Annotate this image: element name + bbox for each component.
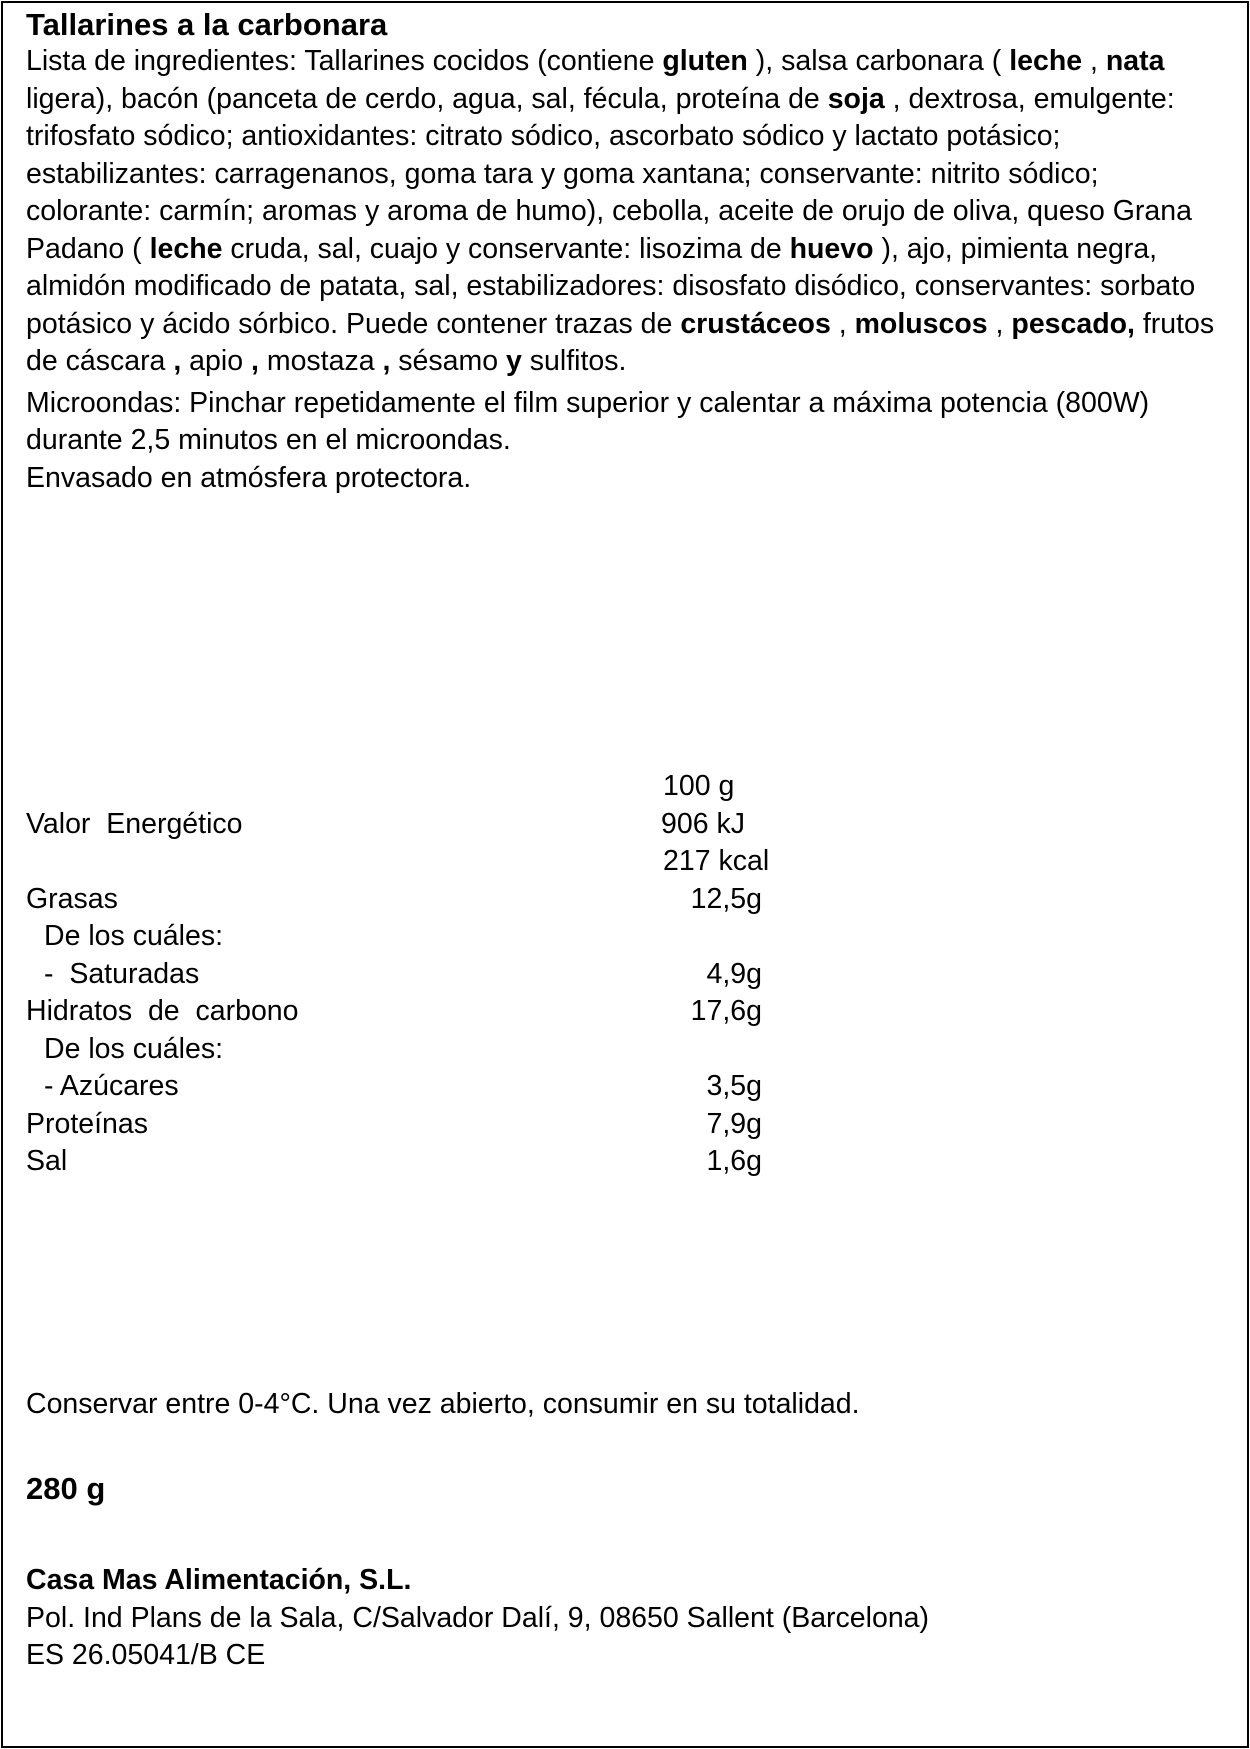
storage-instructions: Conservar entre 0-4°C. Una vez abierto, consumir en su totalidad. [26, 1388, 860, 1420]
fat-of-which-label: De los cuáles: [44, 920, 224, 952]
allergen-highlight: , [173, 345, 182, 377]
allergen-highlight: leche [1009, 45, 1083, 77]
allergen-highlight: leche [149, 232, 223, 265]
energy-kj-value: 906 kJ [661, 807, 745, 840]
allergen-highlight: moluscos [854, 307, 988, 340]
company-address: Pol. Ind Plans de la Sala, C/Salvador Dalí, 9, 08650 Sallent (Barcelona) [26, 1601, 930, 1634]
saturated-value: 4,9g [706, 957, 762, 990]
allergen-highlight: gluten [662, 45, 748, 77]
company-name: Casa Mas Alimentación, S.L. [26, 1564, 412, 1596]
allergen-highlight: huevo [789, 232, 874, 265]
ingredients-text-segment: ), ajo, pimienta negra, almidón modificado de patata, sal, estabilizadores: disosfato disódico, conservantes: sorbato potásico y ácido sórbico. Puede contener trazas de [26, 232, 1196, 340]
packaging-note: Envasado en atmósfera protectora. [26, 461, 472, 494]
ingredients-text-segment: cruda, sal, cuajo y conservante: lisozima de [222, 232, 790, 265]
ingredients-text-segment: sulfitos. [521, 345, 627, 377]
ingredients-text-segment: frutos de cáscara [26, 307, 1215, 377]
salt-value: 1,6g [706, 1145, 762, 1177]
energy-kcal-value: 217 kcal [663, 845, 770, 877]
sugars-value: 3,5g [706, 1070, 762, 1102]
protein-label: Proteínas [26, 1107, 148, 1140]
carbs-of-which-label: De los cuáles: [44, 1032, 224, 1065]
nutrition-row-carbs-of-which [26, 1031, 786, 1069]
fat-value: 12,5g [690, 882, 762, 915]
allergen-highlight: , [251, 345, 259, 377]
nutrition-row-carbs [26, 993, 786, 1031]
sugars-label: - Azúcares [44, 1070, 179, 1102]
nutrition-row-fat [26, 881, 786, 919]
energy-label: Valor Energético [26, 807, 243, 840]
company-block [26, 1562, 929, 1675]
net-weight: 280 g [26, 1471, 106, 1506]
nutrition-row-protein [26, 1106, 786, 1144]
ingredients-text-segment: , [830, 307, 855, 340]
ingredients-list [26, 43, 1226, 381]
salt-label: Sal [26, 1145, 68, 1177]
allergen-highlight: crustáceos [680, 307, 831, 340]
ingredients-text-segment: , dextrosa, emulgente: trifosfato sódico; antioxidantes: citrato sódico, ascorbato sódico y lactato potásico; estabilizantes: carragenanos, goma tara y goma xantana; conservante: nitrito sódico; colorante: carmín; aromas y aroma de humo), cebolla, aceite de orujo de oliva, queso Grana Padano ( [26, 82, 1192, 265]
nutrition-row-fat-of-which [26, 918, 786, 956]
nutrition-row-energy-kcal [26, 843, 786, 881]
ingredients-text-segment: sésamo [390, 345, 507, 377]
carbs-value: 17,6g [690, 995, 762, 1027]
product-title: Tallarines a la carbonara [26, 7, 388, 42]
ingredients-text-segment: ), salsa carbonara ( [747, 45, 1010, 77]
nutrition-row-saturated [26, 956, 786, 994]
ingredients-text-segment: , [1082, 45, 1106, 77]
fat-label: Grasas [26, 882, 118, 915]
ingredients-text-segment: , [987, 307, 1012, 340]
allergen-highlight: y [506, 345, 522, 377]
allergen-highlight: pescado, [1011, 307, 1135, 340]
nutrition-row-salt [26, 1143, 786, 1181]
saturated-label: - Saturadas [44, 957, 200, 990]
nutrition-header-row [26, 768, 786, 806]
ingredients-text-segment: Lista de ingredientes: Tallarines cocidos (contiene [26, 45, 663, 77]
allergen-highlight: nata [1105, 45, 1165, 77]
nutrition-per-100g-header: 100 g [663, 770, 735, 802]
ingredients-text-segment: apio [181, 345, 251, 377]
nutrition-table [26, 768, 786, 1181]
allergen-highlight: , [382, 345, 391, 377]
carbs-label: Hidratos de carbono [26, 995, 299, 1027]
ingredients-text-segment: mostaza [258, 345, 383, 377]
company-registry: ES 26.05041/B CE [26, 1639, 266, 1671]
microwave-instructions: Microondas: Pinchar repetidamente el film superior y calentar a máxima potencia (800W) durante 2,5 minutos en el microondas. [26, 386, 1150, 456]
nutrition-row-sugars [26, 1068, 786, 1106]
label-text-block [26, 0, 1226, 497]
allergen-highlight: soja [827, 82, 885, 115]
nutrition-row-energy-kj [26, 806, 786, 844]
ingredients-text-segment: ligera), bacón (panceta de cerdo, agua, sal, fécula, proteína de [26, 82, 828, 115]
protein-value: 7,9g [706, 1107, 762, 1140]
